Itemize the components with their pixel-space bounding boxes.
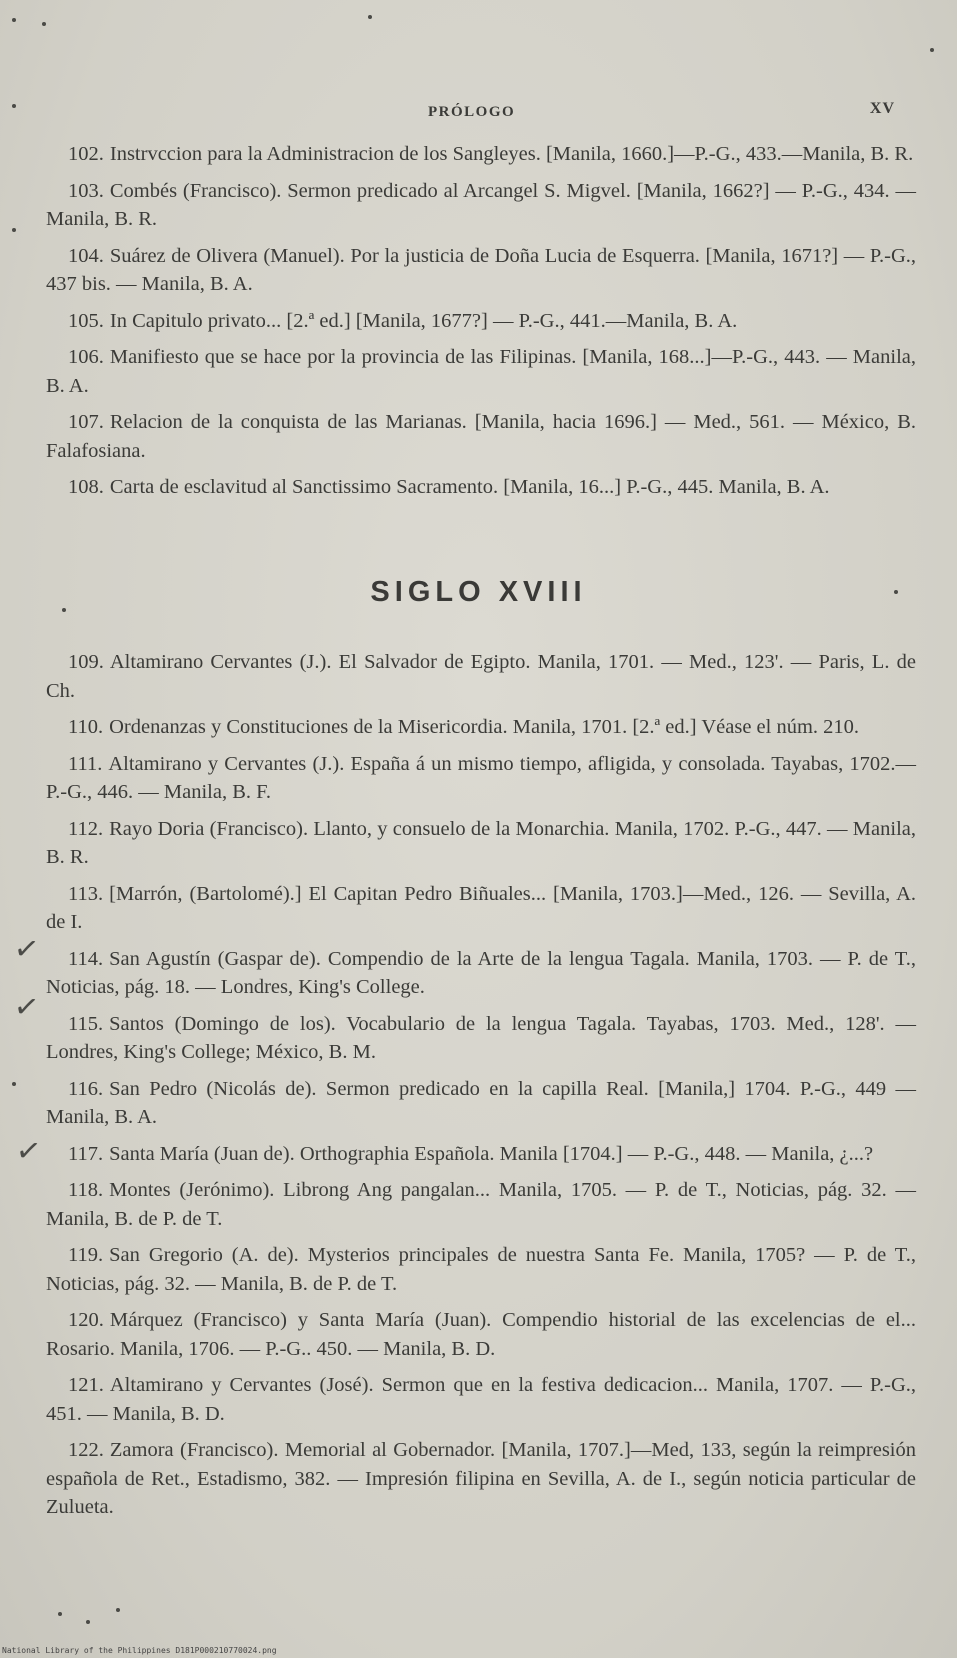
bibliography-entry	[46, 1010, 916, 1067]
dust-speck	[930, 48, 934, 52]
entry-number: 118.	[68, 1179, 104, 1201]
entry-text: Ordenanzas y Constituciones de la Misericordia. Manila, 1701. [2.ª ed.] Véase el núm. 210.	[109, 716, 860, 738]
entry-number: 119.	[68, 1244, 104, 1266]
entry-number: 113.	[68, 882, 104, 905]
dust-speck	[368, 15, 372, 19]
bibliography-entry	[46, 713, 916, 742]
entry-text: Combés (Francisco). Sermon predicado al Arcangel S. Migvel. [Manila, 1662?] — P.-G., 434. — Manila, B. R.	[46, 179, 916, 230]
dust-speck	[58, 1612, 62, 1616]
entry-number: 110.	[68, 716, 104, 738]
bibliography-entry	[46, 1176, 916, 1233]
entry-text: Santos (Domingo de los). Vocabulario de la lengua Tagala. Tayabas, 1703. Med., 128'. — Londres, King's College; México, B. M.	[46, 1012, 916, 1063]
entry-number: 109.	[68, 651, 104, 673]
bibliography-entry	[46, 140, 916, 169]
entry-number: 116.	[68, 1077, 104, 1100]
entry-text: Montes (Jerónimo). Librong Ang pangalan... Manila, 1705. — P. de T., Noticias, pág. 32. — Manila, B. de P. de T.	[46, 1179, 916, 1230]
section-heading: SIGLO XVIII	[370, 576, 587, 608]
dust-speck	[42, 22, 46, 26]
bibliography-entry	[46, 473, 916, 502]
bibliography-entry	[46, 408, 916, 465]
entry-text: Altamirano y Cervantes (José). Sermon que en la festiva dedicacion... Manila, 1707. — P.-G., 451. — Manila, B. D.	[46, 1374, 916, 1425]
entries-18th-century	[46, 648, 916, 1530]
entry-text: Suárez de Olivera (Manuel). Por la justicia de Doña Lucia de Esquerra. [Manila, 1671?] — P.-G., 437 bis. — Manila, B. A.	[46, 244, 916, 295]
entry-text: Márquez (Francisco) y Santa María (Juan). Compendio historial de las excelencias de el... Rosario. Manila, 1706. — P.-G.. 450. — Manila, B. D.	[46, 1309, 916, 1360]
page-number: XV	[869, 100, 895, 117]
entry-text: Rayo Doria (Francisco). Llanto, y consuelo de la Monarchia. Manila, 1702. P.-G., 447. — Manila, B. R.	[46, 817, 916, 868]
bibliography-entry	[46, 1371, 916, 1428]
bibliography-entry	[46, 1436, 916, 1522]
bibliography-entry	[46, 343, 916, 400]
handwritten-check-mark: ✓	[11, 988, 42, 1027]
entry-text: San Agustín (Gaspar de). Compendio de la Arte de la lengua Tagala. Manila, 1703. — P. de T., Noticias, pág. 18. — Londres, King's College.	[46, 947, 916, 998]
dust-speck	[894, 590, 898, 594]
entry-number: 104.	[68, 244, 104, 267]
entry-number: 112.	[68, 817, 104, 840]
entry-number: 115.	[68, 1012, 104, 1035]
entry-number: 111.	[68, 752, 103, 775]
entry-text: [Marrón, (Bartolomé).] El Capitan Pedro Biñuales... [Manila, 1703.]—Med., 126. — Sevilla, A. de I.	[46, 882, 916, 933]
entry-text: In Capitulo privato... [2.ª ed.] [Manila, 1677?] — P.-G., 441.—Manila, B. A.	[109, 309, 738, 332]
entry-text: San Pedro (Nicolás de). Sermon predicado en la capilla Real. [Manila,] 1704. P.-G., 449 — Manila, B. A.	[46, 1077, 916, 1128]
entry-number: 106.	[68, 346, 104, 368]
entry-number: 102.	[68, 143, 104, 165]
entry-number: 105.	[68, 309, 104, 332]
bibliography-entry	[46, 815, 916, 872]
bibliography-entry	[46, 1306, 916, 1363]
entry-number: 107.	[68, 411, 104, 433]
entry-text: Carta de esclavitud al Sanctissimo Sacramento. [Manila, 16...] P.-G., 445. Manila, B. A.	[109, 476, 830, 498]
dust-speck	[62, 608, 66, 612]
entry-number: 117.	[68, 1142, 104, 1165]
dust-speck	[12, 18, 16, 22]
bibliography-entry	[46, 1241, 916, 1298]
bibliography-entry	[46, 307, 916, 336]
entry-number: 122.	[68, 1439, 104, 1461]
entry-text: Relacion de la conquista de las Marianas. [Manila, hacia 1696.] — Med., 561. — México, B. Falafosiana.	[46, 411, 916, 462]
bibliography-entry	[46, 648, 916, 705]
entry-number: 120.	[68, 1309, 104, 1331]
entries-17th-century	[46, 140, 916, 510]
entry-text: Santa María (Juan de). Orthographia Española. Manila [1704.] — P.-G., 448. — Manila, ¿...?	[109, 1142, 874, 1165]
entry-number: 114.	[68, 947, 104, 970]
entry-number: 103.	[68, 179, 104, 202]
entry-number: 108.	[68, 476, 104, 498]
dust-speck	[12, 104, 16, 108]
bibliography-entry	[46, 1075, 916, 1132]
dust-speck	[12, 228, 16, 232]
dust-speck	[116, 1608, 120, 1612]
bibliography-entry	[46, 750, 916, 807]
running-head	[0, 98, 957, 126]
dust-speck	[86, 1620, 90, 1624]
bibliography-entry	[46, 945, 916, 1002]
bibliography-entry	[46, 1140, 916, 1169]
entry-text: San Gregorio (A. de). Mysterios principales de nuestra Santa Fe. Manila, 1705? — P. de T., Noticias, pág. 32. — Manila, B. de P. de T.	[46, 1244, 916, 1295]
entry-text: Altamirano Cervantes (J.). El Salvador de Egipto. Manila, 1701. — Med., 123'. — Paris, L. de Ch.	[46, 651, 916, 702]
bibliography-entry	[46, 242, 916, 299]
bibliography-entry	[46, 880, 916, 937]
entry-number: 121.	[68, 1374, 104, 1396]
entry-text: Instrvccion para la Administracion de los Sangleyes. [Manila, 1660.]—P.-G., 433.—Manila, B. R.	[109, 143, 914, 165]
scan-footer: National Library of the Philippines D181P000210770024.png	[2, 1646, 277, 1655]
handwritten-check-mark: ✓	[13, 1132, 44, 1171]
running-title: PRÓLOGO	[428, 104, 516, 120]
entry-text: Manifiesto que se hace por la provincia de las Filipinas. [Manila, 168...]—P.-G., 443. — Manila, B. A.	[46, 346, 916, 397]
bibliography-entry	[46, 177, 916, 234]
handwritten-check-mark: ✓	[11, 930, 42, 969]
entry-text: Zamora (Francisco). Memorial al Gobernador. [Manila, 1707.]—Med, 133, según la reimpresión española de Ret., Estadismo, 382. — Impresión filipina en Sevilla, A. de I., según noticia particular de Zulueta.	[46, 1439, 916, 1518]
dust-speck	[12, 1082, 16, 1086]
entry-text: Altamirano y Cervantes (J.). España á un mismo tiempo, afligida, y consolada. Tayabas, 1702.— P.-G., 446. — Manila, B. F.	[46, 752, 916, 803]
